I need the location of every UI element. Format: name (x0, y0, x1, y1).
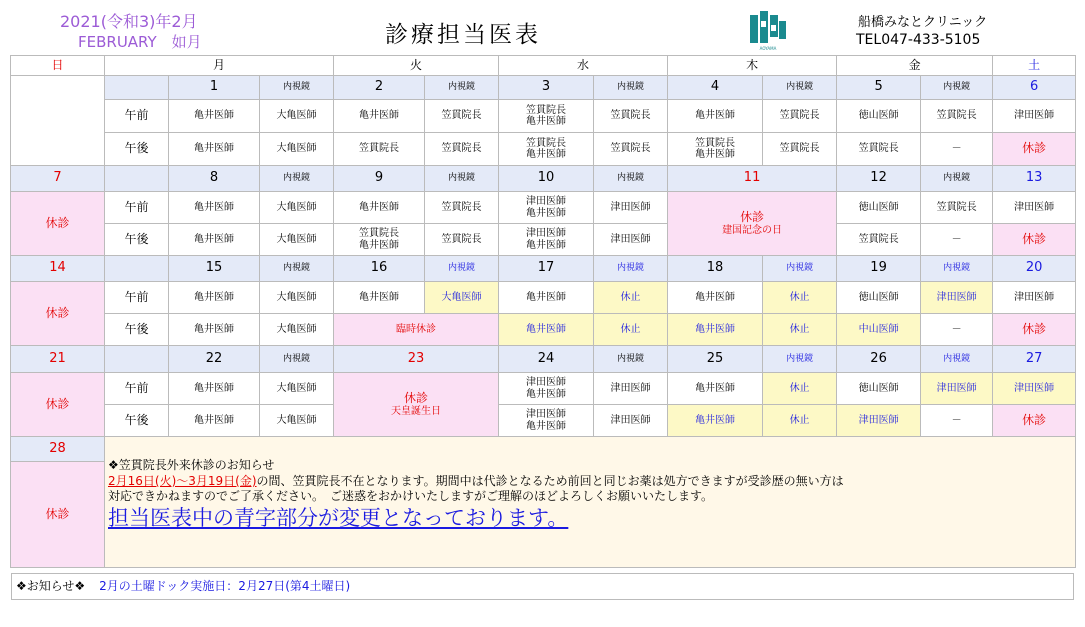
scope-label: 内視鏡 (763, 76, 837, 100)
suspended-cell: 休止 (763, 373, 837, 405)
doctor-cell: 大亀医師 (260, 224, 334, 256)
doctor-cell: 亀井医師 (334, 100, 425, 133)
doctor-cell: 津田医師 亀井医師 (499, 373, 594, 405)
date-cell: 20 (993, 256, 1076, 282)
doctor-cell: － (921, 224, 993, 256)
changed-doctor-cell: 中山医師 (837, 314, 921, 346)
changed-doctor-cell: 亀井医師 (668, 314, 763, 346)
doctor-cell: 亀井医師 (668, 100, 763, 133)
doctor-cell: 笠貫院長 (921, 192, 993, 224)
doctor-cell: 笠貫院長 (425, 133, 499, 166)
closed-cell: 休診 (11, 192, 105, 256)
doctor-cell: 亀井医師 (169, 133, 260, 166)
doctor-cell: 笠貫院長 (837, 133, 921, 166)
doctor-cell: 亀井医師 (169, 224, 260, 256)
date-cell: 7 (11, 166, 105, 192)
notice-period: 2月16日(火)～3月19日(金) (108, 473, 257, 488)
date-cell: 23 (334, 346, 499, 373)
doctor-cell: 笠貫院長 (425, 224, 499, 256)
changed-doctor-cell: 津田医師 (921, 282, 993, 314)
notice-highlight: 担当医表中の青字部分が変更となっております。 (108, 505, 569, 530)
doctor-cell: 笠貫院長 亀井医師 (499, 133, 594, 166)
suspended-cell: 休止 (594, 282, 668, 314)
w2-blank (105, 166, 169, 192)
doctor-cell: 笠貫院長 (425, 100, 499, 133)
date-cell: 24 (499, 346, 594, 373)
changed-doctor-cell: 津田医師 (837, 405, 921, 437)
footer-notice (11, 573, 1074, 600)
doctor-cell: － (921, 314, 993, 346)
date-cell: 25 (668, 346, 763, 373)
doctor-cell: 徳山医師 (837, 192, 921, 224)
schedule-table (10, 55, 1076, 568)
page-title: 診療担当医表 (385, 22, 541, 48)
temporary-closed-cell: 臨時休診 (334, 314, 499, 346)
date-cell: 17 (499, 256, 594, 282)
doctor-cell: 津田医師 (993, 282, 1076, 314)
w1-sun-cell (11, 76, 105, 166)
scope-label: 内視鏡 (594, 166, 668, 192)
doctor-cell: 亀井医師 (169, 405, 260, 437)
clinic-logo (748, 11, 788, 51)
footer-label: ❖お知らせ❖ (16, 579, 86, 593)
doctor-cell: 津田医師 (594, 224, 668, 256)
date-cell: 1 (169, 76, 260, 100)
doctor-cell: 津田医師 (594, 373, 668, 405)
doctor-cell: 笠貫院長 (334, 133, 425, 166)
date-cell: 28 (11, 437, 105, 462)
doctor-cell: 津田医師 (594, 192, 668, 224)
w3-blank (105, 256, 169, 282)
doctor-cell: 笠貫院長 (921, 100, 993, 133)
scope-label: 内視鏡 (763, 256, 837, 282)
doctor-cell: 津田医師 亀井医師 (499, 224, 594, 256)
scope-label: 内視鏡 (260, 76, 334, 100)
doctor-cell: 亀井医師 (668, 373, 763, 405)
closed-cell: 休診 (993, 314, 1076, 346)
suspended-cell: 休止 (763, 314, 837, 346)
day-header-tue: 火 (334, 56, 499, 76)
doctor-cell: 笠貫院長 (594, 133, 668, 166)
doctor-cell: 津田医師 亀井医師 (499, 192, 594, 224)
doctor-cell: 大亀医師 (260, 100, 334, 133)
doctor-cell: 笠貫院長 亀井医師 (499, 100, 594, 133)
scope-label: 内視鏡 (425, 166, 499, 192)
doctor-cell: 大亀医師 (260, 282, 334, 314)
day-header-sat: 土 (993, 56, 1076, 76)
date-line-2: FEBRUARY 如月 (78, 33, 202, 51)
w4-blank (105, 346, 169, 373)
date-cell: 26 (837, 346, 921, 373)
doctor-cell: 笠貫院長 (763, 133, 837, 166)
doctor-cell: 笠貫院長 亀井医師 (668, 133, 763, 166)
date-cell: 8 (169, 166, 260, 192)
slot-am: 午前 (105, 100, 169, 133)
holiday-closed-label: 休診 (740, 209, 765, 224)
doctor-cell: 笠貫院長 (594, 100, 668, 133)
doctor-cell: 大亀医師 (260, 314, 334, 346)
day-header-wed: 水 (499, 56, 668, 76)
doctor-cell: 亀井医師 (169, 314, 260, 346)
closed-cell: 休診 (993, 133, 1076, 166)
scope-label: 内視鏡 (594, 256, 668, 282)
scope-label: 内視鏡 (594, 346, 668, 373)
date-cell: 12 (837, 166, 921, 192)
schedule-table-wrap (10, 55, 1075, 568)
doctor-cell: 津田医師 (993, 192, 1076, 224)
doctor-cell: 亀井医師 (334, 192, 425, 224)
doctor-cell: － (921, 133, 993, 166)
changed-doctor-cell: 大亀医師 (425, 282, 499, 314)
date-cell: 15 (169, 256, 260, 282)
holiday-name: 建国記念の日 (722, 224, 783, 236)
doctor-cell: 亀井医師 (668, 282, 763, 314)
changed-doctor-cell: 津田医師 (993, 373, 1076, 405)
scope-label: 内視鏡 (921, 166, 993, 192)
date-cell: 6 (993, 76, 1076, 100)
holiday-cell (668, 192, 837, 256)
day-header-sun: 日 (11, 56, 105, 76)
slot-pm: 午後 (105, 314, 169, 346)
scope-label: 内視鏡 (921, 346, 993, 373)
changed-doctor-cell: 亀井医師 (668, 405, 763, 437)
date-cell: 5 (837, 76, 921, 100)
doctor-cell: 津田医師 亀井医師 (499, 405, 594, 437)
scope-label: 内視鏡 (763, 346, 837, 373)
doctor-cell: 亀井医師 (169, 100, 260, 133)
footer-text: 2月の土曜ドック実施日：2月27日(第4土曜日) (99, 579, 351, 593)
date-cell: 22 (169, 346, 260, 373)
doctor-cell: 笠貫院長 (425, 192, 499, 224)
day-header-fri: 金 (837, 56, 993, 76)
scope-label: 内視鏡 (594, 76, 668, 100)
slot-am: 午前 (105, 192, 169, 224)
doctor-cell: 笠貫院長 (837, 224, 921, 256)
doctor-cell: 徳山医師 (837, 100, 921, 133)
notice-body-2: 対応できかねますのでご了承ください。 ご迷惑をおかけいたしますがご理解のほどよろしくお願いいたします。 (108, 489, 714, 504)
scope-label: 内視鏡 (921, 76, 993, 100)
doctor-cell: 徳山医師 (837, 373, 921, 405)
notice-body-1: の間、笠貫院長不在となります。期間中は代診となるため前回と同じお薬は処方できますが受診歴の無い方は (256, 473, 844, 488)
date-cell: 21 (11, 346, 105, 373)
date-cell: 2 (334, 76, 425, 100)
clinic-tel: TEL047-433-5105 (856, 32, 981, 48)
changed-doctor-cell: 亀井医師 (499, 314, 594, 346)
holiday-name: 天皇誕生日 (391, 405, 442, 417)
notice-title: ❖笠貫院長外来休診のお知らせ (108, 458, 275, 472)
doctor-cell: 大亀医師 (260, 405, 334, 437)
date-cell: 4 (668, 76, 763, 100)
w1-blank (105, 76, 169, 100)
doctor-cell: 亀井医師 (169, 373, 260, 405)
notice-body (108, 474, 1075, 488)
closed-cell: 休診 (993, 224, 1076, 256)
date-line-1: 2021(令和3)年2月 (60, 12, 198, 31)
doctor-cell: 亀井医師 (334, 282, 425, 314)
clinic-name: 船橋みなとクリニック (858, 15, 988, 30)
holiday-cell (334, 373, 499, 437)
slot-am: 午前 (105, 373, 169, 405)
closed-cell: 休診 (11, 462, 105, 568)
date-cell: 27 (993, 346, 1076, 373)
page-header (0, 0, 1085, 55)
doctor-cell: 笠貫院長 亀井医師 (334, 224, 425, 256)
doctor-cell: 津田医師 (993, 100, 1076, 133)
doctor-cell: 津田医師 (594, 405, 668, 437)
date-cell: 18 (668, 256, 763, 282)
closed-cell: 休診 (11, 282, 105, 346)
suspended-cell: 休止 (763, 405, 837, 437)
date-cell: 9 (334, 166, 425, 192)
scope-label: 内視鏡 (260, 346, 334, 373)
holiday-closed-label: 休診 (404, 390, 429, 405)
date-cell: 16 (334, 256, 425, 282)
doctor-cell: 亀井医師 (169, 282, 260, 314)
doctor-cell: － (921, 405, 993, 437)
date-cell: 3 (499, 76, 594, 100)
slot-pm: 午後 (105, 133, 169, 166)
slot-am: 午前 (105, 282, 169, 314)
doctor-cell: 亀井医師 (499, 282, 594, 314)
scope-label: 内視鏡 (260, 256, 334, 282)
doctor-cell: 大亀医師 (260, 192, 334, 224)
scope-label: 内視鏡 (921, 256, 993, 282)
scope-label: 内視鏡 (425, 256, 499, 282)
slot-pm: 午後 (105, 405, 169, 437)
doctor-cell: 笠貫院長 (763, 100, 837, 133)
logo-lettering: AOYAMA (759, 46, 777, 51)
date-cell: 19 (837, 256, 921, 282)
day-header-thu: 木 (668, 56, 837, 76)
doctor-cell: 大亀医師 (260, 373, 334, 405)
closed-cell: 休診 (993, 405, 1076, 437)
changed-doctor-cell: 津田医師 (921, 373, 993, 405)
date-cell: 14 (11, 256, 105, 282)
doctor-cell: 徳山医師 (837, 282, 921, 314)
slot-pm: 午後 (105, 224, 169, 256)
notice-box (105, 437, 1076, 568)
doctor-cell: 大亀医師 (260, 133, 334, 166)
date-cell: 11 (668, 166, 837, 192)
date-cell: 10 (499, 166, 594, 192)
day-header-mon: 月 (105, 56, 334, 76)
doctor-cell: 亀井医師 (169, 192, 260, 224)
scope-label: 内視鏡 (260, 166, 334, 192)
suspended-cell: 休止 (763, 282, 837, 314)
suspended-cell: 休止 (594, 314, 668, 346)
scope-label: 内視鏡 (425, 76, 499, 100)
date-cell: 13 (993, 166, 1076, 192)
closed-cell: 休診 (11, 373, 105, 437)
